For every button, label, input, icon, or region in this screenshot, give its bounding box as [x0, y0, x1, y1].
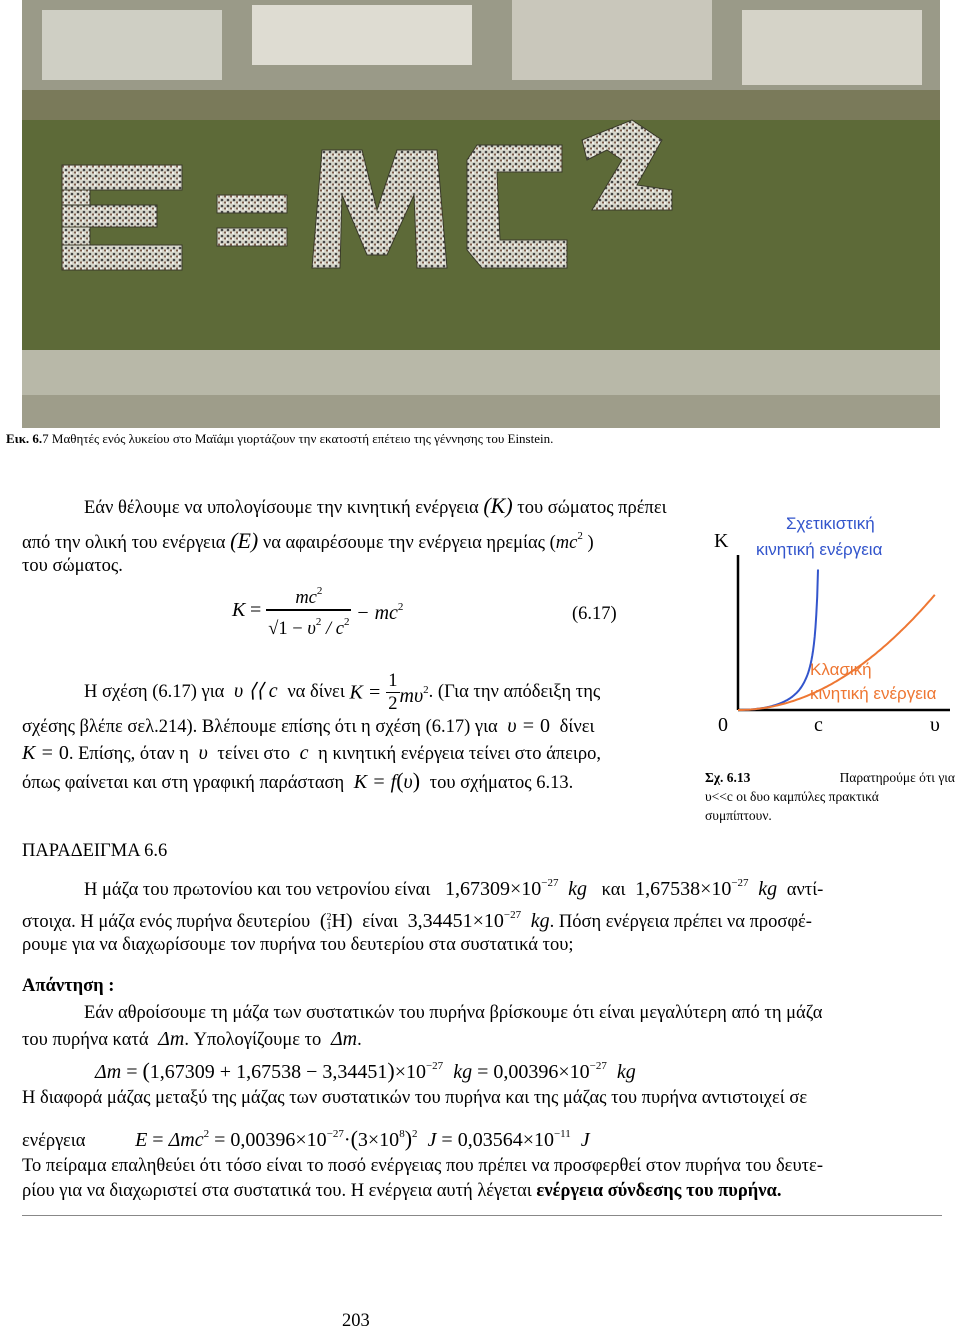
proton-mass-exp: −27: [541, 877, 559, 889]
figure-6-13-caption-2: υ<<c οι δυο καμπύλες πρακτικά: [705, 789, 879, 804]
legend-classical-1: Κλασική: [810, 660, 872, 679]
answer-text-2a: του πυρήνα κατά: [22, 1030, 149, 1050]
figure-6-13-caption: [705, 768, 955, 825]
eq-exp-2: −27: [589, 1060, 607, 1072]
deuteron-mass-value: 3,34451: [407, 910, 473, 932]
eq-proton-mass: 1,67309: [149, 1061, 215, 1083]
page-number: 203: [342, 1311, 370, 1331]
x-axis-label: υ: [930, 714, 940, 736]
photo-illustration: [22, 0, 940, 428]
answer-text-6a: ρίου για να διαχωριστεί στα συστατικά του. Η ενέργεια αυτή λέγεται: [22, 1181, 532, 1201]
eq-unit-2: kg: [616, 1061, 636, 1083]
answer-line-3: Η διαφορά μάζας μεταξύ της μάζας των συστατικών του πυρήνα και της μάζας του πυρήνα αντιστοιχεί σε: [22, 1088, 808, 1108]
figure-caption-label: Εικ. 6.: [6, 431, 43, 446]
eq-exp-1: −27: [425, 1060, 444, 1072]
intro-text-2b: να αφαιρέσουμε την ενέργεια ηρεμίας (: [262, 533, 556, 553]
x-mark-label: c: [814, 714, 823, 736]
binding-energy-term: ενέργεια σύνδεσης του πυρήνα.: [536, 1181, 782, 1201]
answer-text-4a: ενέργεια: [22, 1131, 86, 1151]
eq-unit-1: kg: [453, 1061, 473, 1083]
footer-rule: [22, 1215, 942, 1216]
answer-line-4: ενέργεια $E = \Delta mc^2 = 0,00396\times 10^{-27}\cdot(3\times 10^8)^2$ $J = 0,03564\times 10^{-11}$ J: [22, 1126, 590, 1151]
figure-caption: [6, 431, 553, 447]
example-title: ΠΑΡΑΔΕΙΓΜΑ 6.6: [22, 841, 168, 861]
eq-neutron-mass: 1,67538: [236, 1061, 302, 1083]
example-line-3: ρουμε για να διαχωρίσουμε τον πυρήνα του δευτερίου στα συστατικά του;: [22, 935, 574, 955]
example-and: και: [601, 880, 626, 900]
figure-6-13-caption-1: Παρατηρούμε ότι για: [839, 770, 955, 785]
intro-line-2: από την ολική του ενέργεια (E) να αφαιρέσουμε την ενέργεια ηρεμίας ($mc^2$ ): [22, 528, 594, 553]
figure-6-13-caption-3: συμπίπτουν.: [705, 808, 772, 823]
chart-svg: [700, 505, 960, 745]
answer-line-2: του πυρήνα κατά Δm. Υπολογίζουμε το Δm.: [22, 1028, 362, 1050]
legend-relativistic-1: Σχετικιστική: [786, 514, 875, 533]
x-origin-label: 0: [718, 714, 728, 736]
para1-text-1c: . (Για την απόδειξη της: [428, 681, 601, 702]
para1-text-2a: σχέσης βλέπε σελ.214). Βλέπουμε επίσης ότι η σχέση (6.17) για: [22, 717, 498, 737]
neutron-mass-value: 1,67538: [635, 878, 701, 900]
answer-line-6: [22, 1180, 781, 1202]
example-line-1: Η μάζα του πρωτονίου και του νετρονίου είναι $1,67309\times 10^{-27}$ kg και $1,67538\times 10^{-27}$ kg αντί-: [84, 877, 824, 900]
para1-text-4b: του σχήματος 6.13.: [429, 773, 574, 793]
intro-line-1: Εάν θέλουμε να υπολογίσουμε την κινητική ενέργεια (K) του σώματος πρέπει: [84, 493, 667, 518]
para1-line-2: σχέσης βλέπε σελ.214). Βλέπουμε επίσης ότι η σχέση (6.17) για υ = 0 δίνει: [22, 715, 595, 737]
delta-m-result: 0,00396: [493, 1061, 559, 1083]
neutron-mass-unit: kg: [758, 878, 778, 900]
intro-text-2a: από την ολική του ενέργεια: [22, 533, 226, 553]
answer-line-1: Εάν αθροίσουμε τη μάζα των συστατικών του πυρήνα βρίσκουμε ότι είναι μεγαλύτερη από τη μάζα: [84, 1003, 823, 1023]
example-text-2b: είναι: [362, 912, 398, 932]
para1-text-2b: δίνει: [559, 717, 595, 737]
figure-6-13-label: Σχ. 6.13: [705, 770, 751, 785]
speed-of-light-value: 3×10: [357, 1129, 400, 1151]
para1-line-4: όπως φαίνεται και στη γραφική παράσταση K = f(υ) του σχήματος 6.13.: [22, 768, 574, 793]
example-text-2c: . Πόση ενέργεια πρέπει να προσφέ-: [549, 912, 812, 932]
delta-m-equation: $\Delta m = (1,67309 + 1,67538 - 3,34451)\times 10^{-27}$ kg = $0,00396\times 10^{-27}$ kg: [95, 1058, 636, 1083]
example-line-2: στοιχα. Η μάζα ενός πυρήνα δευτερίου (2 1H) είναι $3,34451\times 10^{-27}$ kg. Πόση ενέργεια πρέπει να προσφέ-: [22, 909, 812, 933]
para1-text-1b: να δίνει: [287, 681, 345, 702]
speed-of-light-exp: 8: [399, 1128, 405, 1140]
energy-result-exp: −11: [553, 1128, 571, 1140]
y-axis-label: K: [714, 530, 729, 552]
answer-title: [22, 975, 114, 997]
intro-text-1b: του σώματος πρέπει: [517, 498, 667, 518]
legend-classical-2: κινητική ενέργεια: [810, 684, 937, 703]
para1-text-3b: τείνει στο: [217, 744, 290, 764]
intro-line-3: του σώματος.: [22, 556, 123, 576]
figure-6-13-chart: [700, 505, 960, 745]
figure-caption-number: 7: [42, 431, 49, 446]
figure-photo: [22, 0, 940, 428]
example-text-1c: αντί-: [786, 880, 824, 900]
energy-eq-exp: −27: [326, 1128, 344, 1140]
para1-text-4a: όπως φαίνεται και στη γραφική παράσταση: [22, 773, 345, 793]
figure-caption-text: Μαθητές ενός λυκείου στο Μαϊάμι γιορτάζουν την εκατοστή επέτειο της γέννησης του Einstein.: [51, 431, 554, 446]
energy-result-unit: J: [580, 1129, 590, 1151]
para1-text-3a: . Επίσης, όταν η: [68, 744, 189, 764]
para1-line-1: Η σχέση (6.17) για υ ⟨⟨ c να δίνει K = $\frac{1}{2}$ $m\upsilon^2$. (Για την απόδειξη της: [84, 671, 601, 714]
answer-text-2b: . Υπολογίζουμε το: [184, 1030, 322, 1050]
intro-text-1a: Εάν θέλουμε να υπολογίσουμε την κινητική ενέργεια: [84, 498, 479, 518]
para1-line-3: K = 0. Επίσης, όταν η υ τείνει στο c η κινητική ενέργεια τείνει στο άπειρο,: [22, 742, 601, 764]
legend-relativistic-2: κινητική ενέργεια: [756, 540, 883, 559]
proton-mass-unit: kg: [568, 878, 587, 900]
energy-result: 0,03564: [457, 1129, 523, 1151]
example-text-1a: Η μάζα του πρωτονίου και του νετρονίου είναι: [84, 880, 431, 900]
deuteron-mass-unit: kg: [530, 910, 550, 932]
equation-6-17: K = $\frac{mc^2}{√1 - \upsilon^2 / c^2} - mc^2$: [232, 580, 403, 640]
neutron-mass-exp: −27: [731, 877, 749, 889]
para1-text-1a: Η σχέση (6.17) για: [84, 681, 225, 702]
eq-deuteron-mass: 3,34451: [322, 1061, 388, 1083]
deuteron-mass-exp: −27: [503, 909, 522, 921]
answer-line-5: Το πείραμα επαληθεύει ότι τόσο είναι το ποσό ενέργειας που πρέπει να προσφερθεί στον πυρήνα του δευτε-: [22, 1156, 823, 1176]
proton-mass-value: 1,67309: [444, 878, 510, 900]
equation-number: (6.17): [572, 604, 617, 624]
energy-eq-mass: 0,00396: [230, 1129, 296, 1151]
example-text-2a: στοιχα. Η μάζα ενός πυρήνα δευτερίου: [22, 912, 311, 932]
para1-text-3c: η κινητική ενέργεια τείνει στο άπειρο,: [318, 744, 601, 764]
intro-text-2c: ): [587, 533, 594, 553]
answer-title-text: Απάντηση :: [22, 976, 115, 996]
